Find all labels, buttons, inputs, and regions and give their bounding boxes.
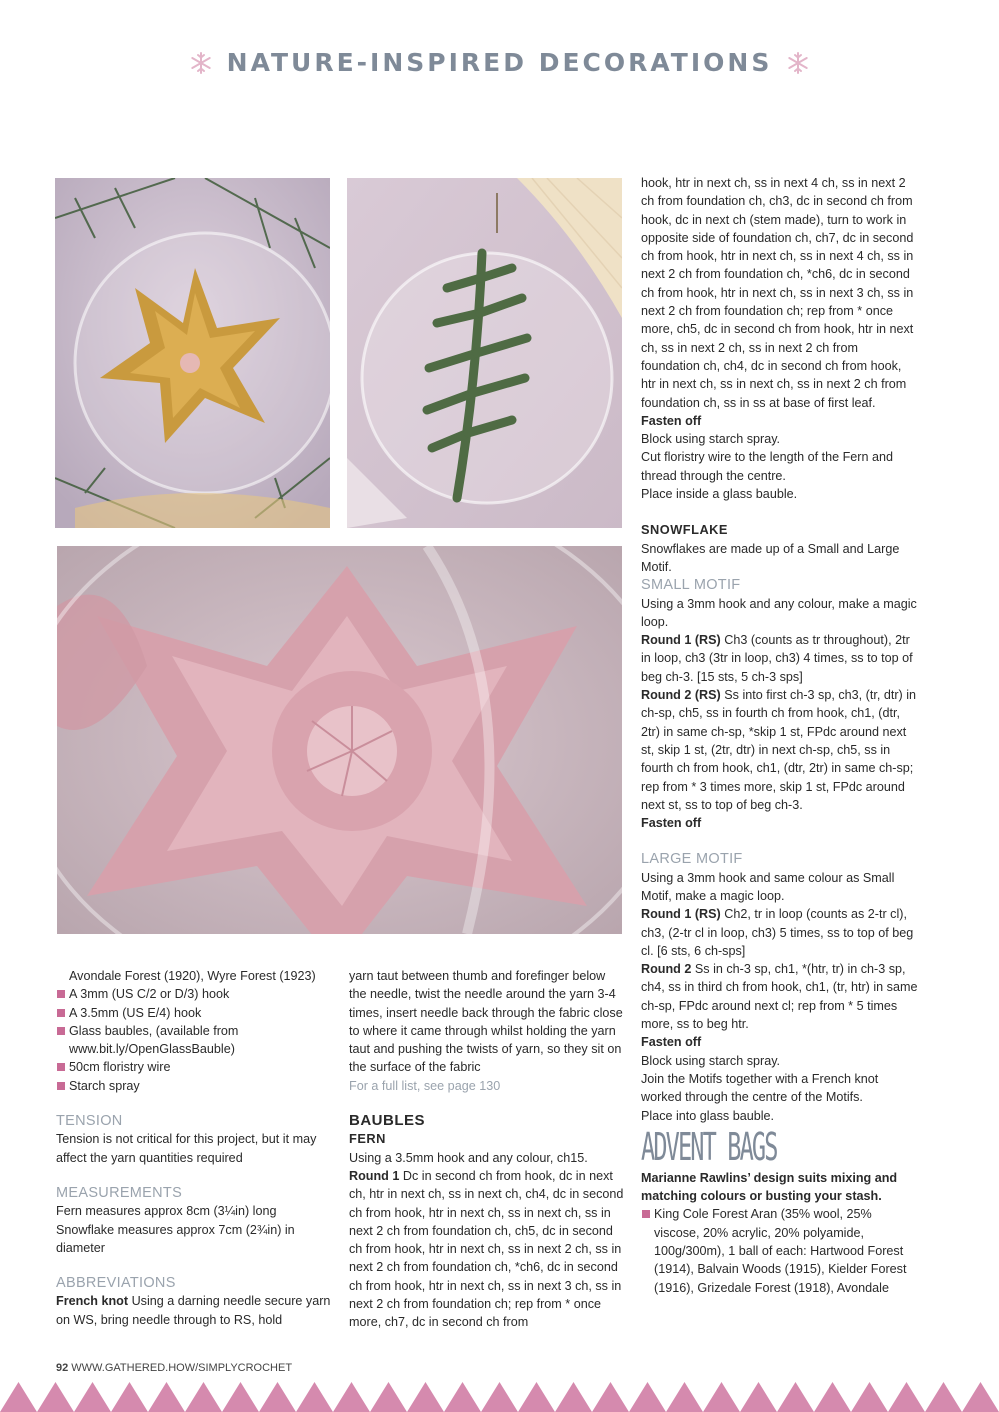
- round-text: Dc in second ch from hook, dc in next ch, htr in next ch, ss in next ch, ch4, dc in second ch from hook, htr in next ch, ss in next ch, ss in next 2 ch from foundation ch, ch5, dc in second ch from hook, htr in next ch, ss in next 2 ch, ss in next 2 ch from foundation ch, *ch6, dc in second ch from hook, htr in next ch, ss in next 3 ch, ss in next 2 ch from foundation ch; rep from * once more, ch7, dc in second ch from: [349, 1168, 624, 1330]
- large-motif-intro: Using a 3mm hook and same colour as Small Motif, make a magic loop.: [641, 870, 895, 903]
- measurement-fern: Fern measures approx 8cm (3¼in) long: [56, 1204, 277, 1219]
- fasten-off: Fasten off: [641, 413, 702, 428]
- fasten-off: Fasten off: [641, 816, 702, 831]
- french-knot-text: Using a darning needle secure yarn on WS, bring needle through to RS, hold: [56, 1294, 331, 1327]
- large-round-2: [641, 960, 919, 1033]
- abbreviations-heading: ABBREVIATIONS: [56, 1275, 176, 1292]
- materials-item: A 3mm (US C/2 or D/3) hook: [56, 985, 331, 1003]
- measurement-snowflake: Snowflake measures approx 7cm (2¾in) in diameter: [56, 1222, 295, 1255]
- baubles-heading: BAUBLES: [349, 1112, 426, 1130]
- small-motif-heading: SMALL MOTIF: [641, 577, 741, 594]
- round-text: Ss into first ch-3 sp, ch3, (tr, dtr) in ch-sp, ch5, ss in fourth ch from hook, ch1, (dtr, 2tr) in same ch-sp, *skip 1 st, FPdc around next st, skip 1 st, (2tr, dtr) in next ch-sp, ch5, ss in fourth ch from hook, ch1, (dtr, 2tr) in same ch-sp; rep from * 3 times more, skip 1 st, FPdc around next st, ss to top of beg ch-3.: [641, 688, 917, 812]
- fern-block: Block using starch spray.: [641, 432, 781, 447]
- round-label: Round 1: [349, 1168, 400, 1183]
- round-text: Ch2, tr in loop (counts as 2-tr cl), ch3, (2-tr cl in loop, ch3) 5 times, ss to top of beg cl. [6 sts, 6 ch-sps]: [641, 907, 914, 958]
- materials-link: www.bit.ly/OpenGlassBauble): [69, 1042, 235, 1057]
- tension-heading: TENSION: [56, 1113, 123, 1130]
- fern-wire: Cut floristry wire to the length of the Fern and thread through the centre.: [641, 450, 893, 483]
- pink-snowflake-photo: [57, 546, 622, 934]
- fern-round-1: [349, 1167, 624, 1332]
- french-knot-entry: [56, 1292, 331, 1329]
- tension-text: Tension is not critical for this project, but it may affect the yarn quantities required: [56, 1132, 317, 1165]
- materials-continuation: Avondale Forest (1920), Wyre Forest (1923): [69, 969, 316, 983]
- small-round-1: [641, 631, 919, 686]
- column-3: [641, 174, 919, 1297]
- french-knot-continuation: yarn taut between thumb and forefinger below the needle, twist the needle around the yarn 3-4 times, insert needle back through the fabric close to where it came through whilst holding the yarn taut and pushing the twists of yarn, so they sit on the surface of the fabric: [349, 969, 623, 1075]
- materials-item: A 3.5mm (US E/4) hook: [56, 1004, 331, 1022]
- column-2: [349, 967, 624, 1332]
- fasten-off: Fasten off: [641, 1035, 702, 1050]
- snowflake-block: Block using starch spray.: [641, 1053, 781, 1068]
- gold-star-photo: [55, 178, 330, 528]
- round-label: Round 2: [641, 962, 692, 977]
- green-fern-photo: [347, 178, 622, 528]
- advent-intro: Marianne Rawlins’ design suits mixing and matching colours or busting your stash.: [641, 1170, 898, 1204]
- fern-heading: FERN: [349, 1131, 386, 1147]
- section-title: NATURE-INSPIRED DECORATIONS: [226, 48, 773, 77]
- materials-item: Glass baubles, (available from: [56, 1022, 331, 1040]
- french-knot-label: French knot: [56, 1294, 129, 1309]
- full-list-note: For a full list, see page 130: [349, 1078, 501, 1093]
- snowflake-heading: SNOWFLAKE: [641, 522, 728, 538]
- small-round-2: [641, 686, 919, 814]
- materials-item: 50cm floristry wire: [56, 1058, 331, 1076]
- page-header: [0, 48, 999, 77]
- fern-intro: Using a 3.5mm hook and any colour, ch15.: [349, 1150, 588, 1165]
- large-round-1: [641, 905, 919, 960]
- page-footer: [56, 1362, 292, 1374]
- fern-continuation: hook, htr in next ch, ss in next 4 ch, ss in next 2 ch from foundation ch, ch3, dc in second ch from hook, dc in next ch (stem made), turn to work in opposite side of foundation ch, ch7, dc in second ch from hook, htr in next ch, ss in next 4 ch, ss in next 2 ch from foundation ch, *ch6, dc in second ch from hook, htr in next ch, ss in next 3 ch, ss in next 2 ch from foundation ch; rep from * once more, ch5, dc in second ch from hook, htr in next ch, ss in next 2 ch, ss in next 2 ch from foundation ch, ch4, dc in second ch from hook, htr in next ch, ss in next ch, ss in next 2 ch from foundation ch, ss in ss at base of first leaf.: [641, 176, 914, 410]
- round-text: Ch3 (counts as tr throughout), 2tr in loop, ch3 (3tr in loop, ch3) 4 times, ss to top of beg ch-3. [15 sts, 5 ch-3 sps]: [641, 633, 913, 684]
- footer-url: WWW.GATHERED.HOW/SIMPLYCROCHET: [71, 1362, 293, 1374]
- snowflake-intro: Snowflakes are made up of a Small and Large Motif.: [641, 541, 900, 574]
- measurements-heading: MEASUREMENTS: [56, 1184, 183, 1201]
- yarn-item: King Cole Forest Aran (35% wool, 25% viscose, 20% acrylic, 20% polyamide, 100g/300m), 1 ball of each: Hartwood Forest (1914), Balvain Woods (1915), Kielder Forest (1916), Grizedale Forest (1918), Avondale: [641, 1205, 919, 1296]
- round-label: Round 1 (RS): [641, 907, 721, 922]
- zigzag-border: [0, 1382, 999, 1412]
- advent-bags-heading: ADVENT BAGS: [641, 1124, 777, 1169]
- snowflake-icon: [190, 52, 212, 74]
- place-glass: Place into glass bauble.: [641, 1108, 775, 1123]
- round-label: Round 2 (RS): [641, 688, 721, 703]
- large-motif-heading: LARGE MOTIF: [641, 851, 743, 868]
- materials-item: Starch spray: [56, 1077, 331, 1095]
- page-number: 92: [56, 1362, 69, 1374]
- snowflake-icon: [787, 52, 809, 74]
- fern-place: Place inside a glass bauble.: [641, 487, 798, 502]
- column-1: [56, 967, 331, 1329]
- join-motifs: Join the Motifs together with a French knot worked through the centre of the Motifs.: [641, 1071, 879, 1105]
- round-label: Round 1 (RS): [641, 633, 721, 648]
- round-text: Ss in ch-3 sp, ch1, *(htr, tr) in ch-3 sp, ch4, ss in third ch from hook, ch1, (tr, htr) in same ch-sp, FPdc around next cl; rep from * 5 times more, ss to beg htr.: [641, 962, 918, 1032]
- small-motif-intro: Using a 3mm hook and any colour, make a magic loop.: [641, 596, 917, 629]
